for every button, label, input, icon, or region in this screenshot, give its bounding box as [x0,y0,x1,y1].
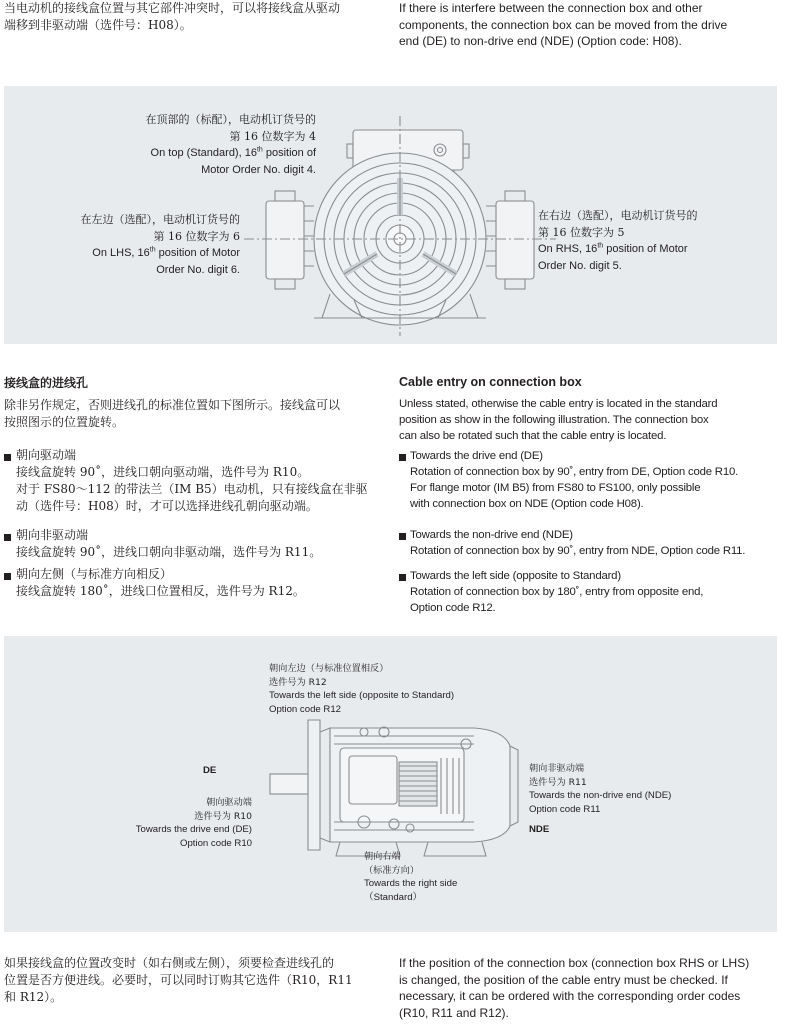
label-right-hand-side: 在右边（选配），电动机订货号的 第 16 位数字为 5 On RHS, 16th position of Motor Order No. digit 5. [538,209,698,272]
footer-note-cn: 如果接线盒的位置改变时（如右侧或左侧），须要检查进线孔的 位置是否方便进线。必要时，可以同时订购其它选件（R10，R11 和 R12）。 [4,956,353,1004]
label-left-hand-side: 在左边（选配），电动机订货号的 第 16 位数字为 6 On LHS, 16th position of Motor Order No. digit 6. [80,213,240,276]
bullet-icon [399,574,406,581]
label-on-top: 在顶部的（标配），电动机订货号的 第 16 位数字为 4 On top (Standard), 16th position of Motor Order No. digit 4. [145,113,316,176]
label-towards-drive-end: 朝向驱动端 选件号为 R10 Towards the drive end (DE) Option code R10 [135,797,252,849]
label-nde: NDE [529,824,550,835]
bullet-icon [399,533,406,540]
bullet-icon [399,454,406,461]
bullet-icon [4,573,11,580]
list-item-en-non-drive-end: Towards the non-drive end (NDE) Rotation of connection box by 90˚, entry from NDE, Option code R11. [410,529,746,557]
list-item-cn-drive-end: 朝向驱动端 接线盒旋转 90˚，进线口朝向驱动端，选件号为 R10。 对于 FS80～112 的带法兰（IM B5）电动机，只有接线盒在非驱 动（选件号：H08）时，才可以选择进线孔朝向驱动端。 [16,448,368,513]
label-towards-non-drive-end: 朝向非驱动端 选件号为 R11 Towards the non-drive end (NDE) Option code R11 [529,763,672,815]
intro-en: If there is interfere between the connection box and other components, the connection box can be moved from the drive end (DE) to non-drive end (NDE) (Option code: H08). [399,1,728,48]
cable-entry-figure [4,636,777,932]
intro-cn: 当电动机的接线盒位置与其它部件冲突时，可以将接线盒从驱动 端移到非驱动端（选件号：H08）。 [4,1,341,32]
terminal-box-position-figure [4,86,777,344]
list-item-en-drive-end: Towards the drive end (DE) Rotation of connection box by 90˚, entry from DE, Option code R10. For flange motor (IM B5) from FS80 to FS100, only possible with connection box on NDE (Option code H08). [410,450,739,510]
label-de: DE [203,765,217,776]
bullet-icon [4,454,11,461]
section-intro-en: Unless stated, otherwise the cable entry is located in the standard position as show in the following illustration. The connection box can also be rotated such that the cable entry is located. [399,398,718,442]
label-towards-right-side: 朝向右端 （标准方向） Towards the right side （Standard） [364,851,458,903]
label-towards-left-side: 朝向左边（与标准位置相反） 选件号为 R12 Towards the left side (opposite to Standard) Option code R12 [269,663,455,715]
section-intro-cn: 除非另作规定，否则进线孔的标准位置如下图所示。接线盒可以 按照图示的位置旋转。 [4,398,341,429]
footer-note-en: If the position of the connection box (connection box RHS or LHS) is changed, the position of the cable entry must be checked. If necessary, it can be ordered with the corresponding order codes (R10, R11 and R12). [399,956,750,1020]
section-heading-cn: 接线盒的进线孔 [4,376,89,390]
section-heading-en: Cable entry on connection box [399,375,582,389]
bullet-icon [4,534,11,541]
list-item-cn-left-side: 朝向左侧（与标准方向相反） 接线盒旋转 180˚，进线口位置相反，选件号为 R12。 [16,567,305,598]
list-item-en-left-side: Towards the left side (opposite to Standard) Rotation of connection box by 180˚, entry from opposite end, Option code R12. [410,570,704,614]
list-item-cn-non-drive-end: 朝向非驱动端 接线盒旋转 90˚，进线口朝向非驱动端，选件号为 R11。 [16,528,322,559]
